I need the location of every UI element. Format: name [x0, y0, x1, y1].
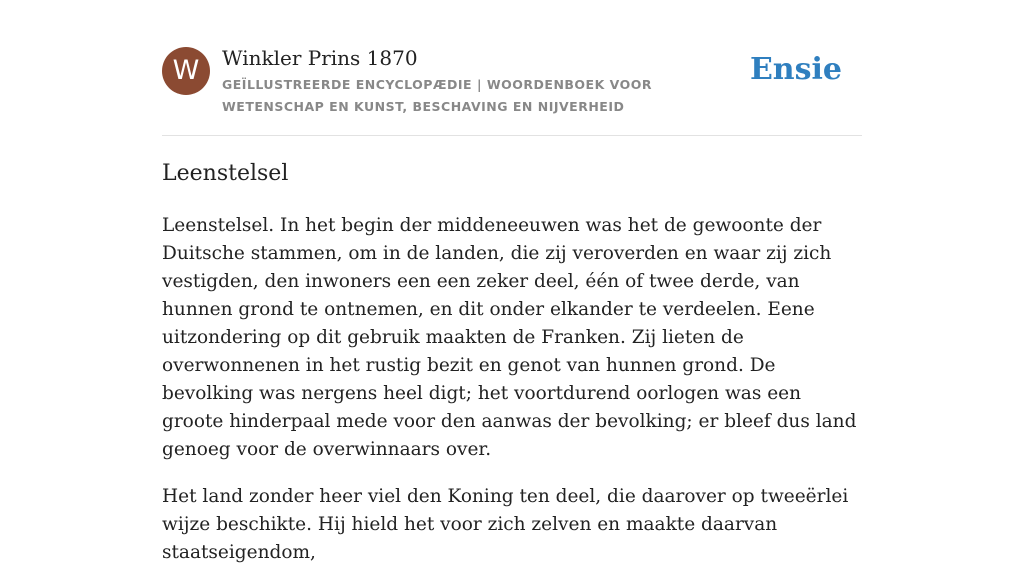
ensie-logo[interactable]: Ensie: [749, 52, 842, 87]
article-title: Leenstelsel: [162, 161, 289, 186]
paragraph: Leenstelsel. In het begin der middeneeuwen was het de gewoonte der Duitsche stammen, om in de landen, die zij veroverden en waar zij zich vestigden, den inwoners een een zeker deel, één of twee derde, van hunnen grond te ontnemen, en dit onder elkander te verdeelen. Eene uitzondering op dit gebruik maakten de Franken. Zij lieten de overwonnenen in het rustig bezit en genot van hunnen grond. De bevolking was nergens heel digt; het voortdurend oorlogen was een groote hinderpaal mede voor den aanwas der bevolking; er bleef dus land genoeg voor de overwinnaars over.: [162, 215, 857, 460]
source-title[interactable]: Winkler Prins 1870: [222, 46, 418, 70]
article-body: [162, 212, 864, 586]
source-header: [162, 46, 862, 136]
source-avatar[interactable]: W: [162, 47, 210, 95]
source-subtitle: GEÏLLUSTREERDE ENCYCLOPÆDIE | WOORDENBOEK VOOR WETENSCHAP EN KUNST, BESCHAVING EN NIJVERHEID: [222, 77, 652, 114]
paragraph: Het land zonder heer viel den Koning ten deel, die daarover op tweeërlei wijze beschikte. Hij hield het voor zich zelven en maakte daarvan staatseigendom,: [162, 486, 849, 563]
header-divider: [162, 135, 862, 136]
